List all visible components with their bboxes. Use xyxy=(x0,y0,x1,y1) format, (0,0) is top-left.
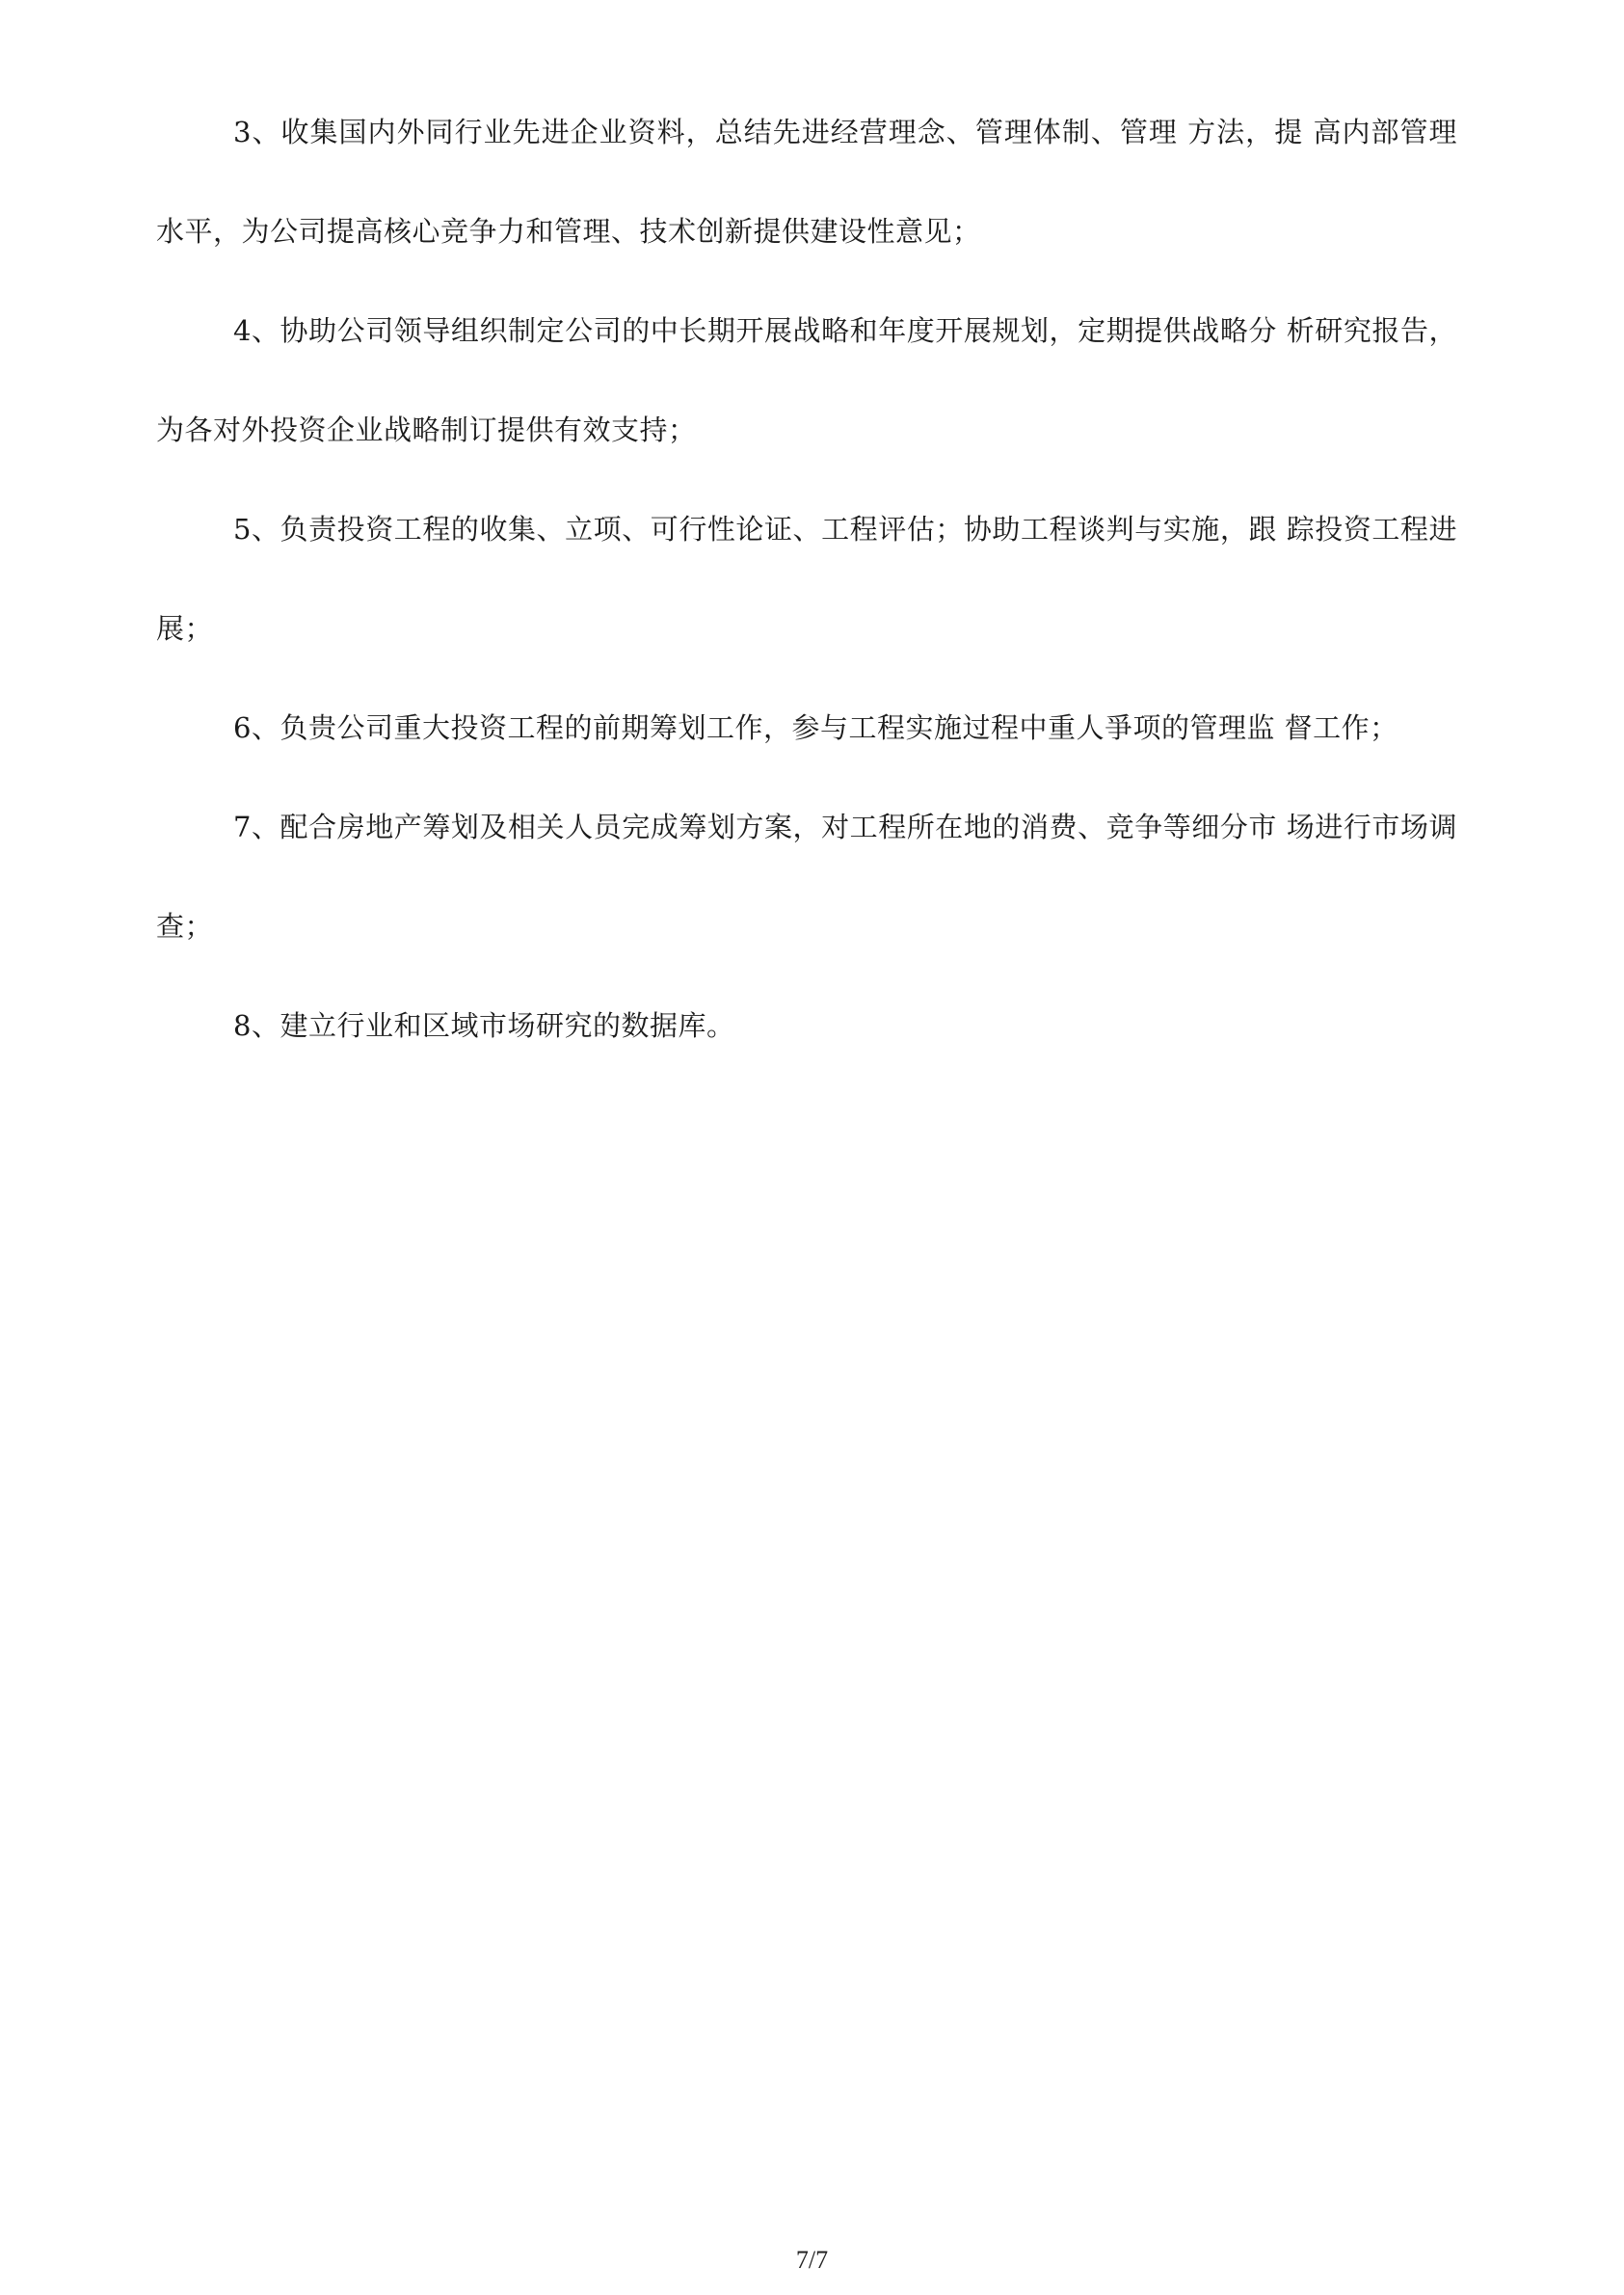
paragraph-item-3: 3、收集国内外同行业先进企业资料，总结先进经营理念、管理体制、管理 方法，提 高内部管理水平，为公司提高核心竞争力和管理、技术创新提供建设性意见； xyxy=(156,116,1457,248)
document-body xyxy=(156,83,1457,1076)
paragraph-item-7: 7、配合房地产筹划及相关人员完成筹划方案，对工程所在地的消费、竞争等细分市 场进行市场调查； xyxy=(156,811,1457,943)
paragraph-item-5: 5、负责投资工程的收集、立项、可行性论证、工程评估；协助工程谈判与实施，跟 踪投资工程进展； xyxy=(156,513,1457,645)
paragraph-item-4: 4、协助公司领导组织制定公司的中长期开展战略和年度开展规划，定期提供战略分 析研究报告，为各对外投资企业战略制订提供有效支持； xyxy=(156,314,1457,446)
paragraph-item-8: 8、建立行业和区域市场研究的数据库。 xyxy=(233,1009,735,1042)
paragraph-item-6: 6、负贵公司重大投资工程的前期筹划工作，参与工程实施过程中重人爭项的管理监 督工作； xyxy=(233,711,1398,744)
page-number: 7/7 xyxy=(795,2246,829,2274)
